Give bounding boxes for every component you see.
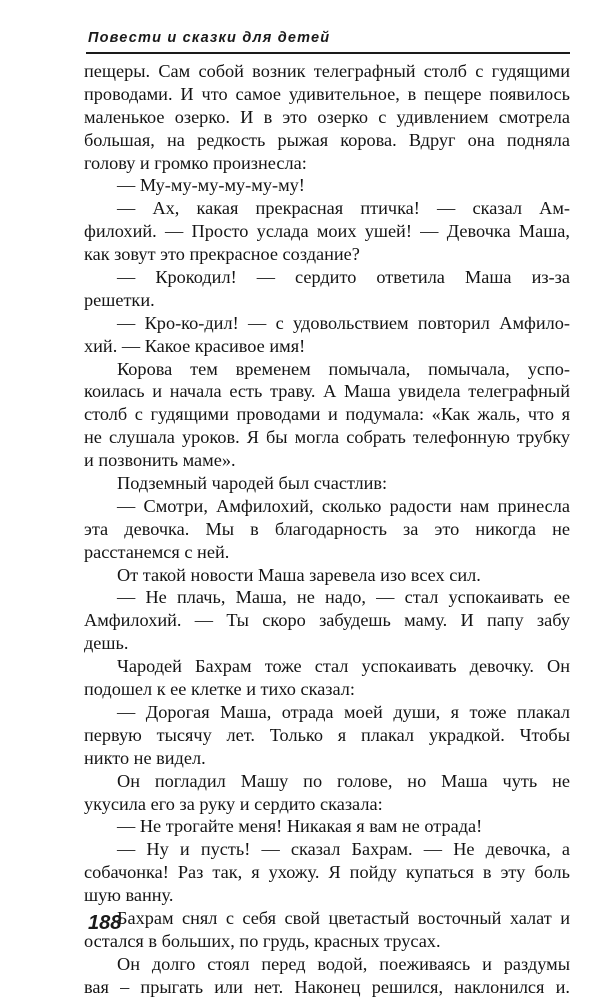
text-line: маленькое озерко. И в это озерко с удивлением смотрела xyxy=(84,106,570,127)
text-line: Бахрам снял с себя свой цветастый восточный халат и xyxy=(117,907,570,928)
text-line: собачонка! Раз так, я ухожу. Я пойду купаться в эту боль xyxy=(84,862,570,883)
text-line: — Ну и пусть! — сказал Бахрам. — Не девочка, а xyxy=(117,839,570,860)
text-line: Он погладил Машу по голове, но Маша чуть не xyxy=(117,770,570,791)
text-line: вая – прыгать или нет. Наконец решился, наклонился и. xyxy=(84,976,570,997)
text-line: Подземный чародей был счастлив: xyxy=(117,473,388,494)
text-line: большая, на редкость рыжая корова. Вдруг она подняла xyxy=(84,129,570,150)
text-line: Он долго стоял перед водой, поеживаясь и раздумы xyxy=(117,953,570,974)
text-line: столб с гудящими проводами и подумала: «Как жаль, что я xyxy=(84,404,570,425)
text-line: От такой новости Маша заревела изо всех сил. xyxy=(117,564,481,585)
text-line: укусила его за руку и сердито сказала: xyxy=(84,793,383,814)
text-line: — Не плачь, Маша, не надо, — стал успокаивать ее xyxy=(117,587,570,608)
text-line: подошел к ее клетке и тихо сказал: xyxy=(84,679,356,700)
text-line: голову и громко произнесла: xyxy=(84,152,307,173)
page-number: 188 xyxy=(88,912,122,934)
running-head: Повести и сказки для детей xyxy=(88,30,331,46)
text-line: как зовут это прекрасное создание? xyxy=(84,244,360,265)
text-line: Корова тем временем помычала, помычала, успо- xyxy=(117,358,570,379)
body-text xyxy=(84,60,570,999)
text-line: расстанемся с ней. xyxy=(84,541,230,562)
text-line: хий. — Какое красивое имя! xyxy=(84,335,306,356)
text-line: пещеры. Сам собой возник телеграфный столб с гудящими xyxy=(84,61,570,81)
text-line: — Му-му-му-му-му-му! xyxy=(117,175,305,196)
text-line: Амфилохий. — Ты скоро забудешь маму. И папу забу xyxy=(84,610,570,631)
text-line: эта девочка. Мы в благодарность за это никогда не xyxy=(84,518,570,539)
text-line: проводами. И что самое удивительное, в пещере появилось xyxy=(84,83,570,104)
text-line: — Дорогая Маша, отрада моей души, я тоже плакал xyxy=(117,701,570,722)
header-rule xyxy=(86,52,570,54)
text-line: никто не видел. xyxy=(84,747,206,768)
text-line: Чародей Бахрам тоже стал успокаивать девочку. Он xyxy=(117,656,570,677)
text-line: — Ах, какая прекрасная птичка! — сказал Ам- xyxy=(117,198,570,219)
text-line: — Крокодил! — сердито ответила Маша из-за xyxy=(117,267,570,288)
text-line: — Не трогайте меня! Никакая я вам не отрада! xyxy=(117,816,483,837)
text-line: не слушала уроков. Я бы могла собрать телефонную трубку xyxy=(84,427,570,448)
text-line: дешь. xyxy=(84,633,129,654)
text-line: первую тысячу лет. Только я плакал украдкой. Чтобы xyxy=(84,724,570,745)
text-line: — Кро-ко-дил! — с удовольствием повторил Амфило- xyxy=(117,312,570,333)
text-line: — Смотри, Амфилохий, сколько радости нам принесла xyxy=(117,495,570,516)
text-line: остался в больших, по грудь, красных трусах. xyxy=(84,930,441,951)
text-line: решетки. xyxy=(84,289,155,310)
text-line: и позвонить маме». xyxy=(84,450,236,471)
text-line: коилась и начала есть траву. А Маша увидела телеграфный xyxy=(84,381,570,402)
text-line: шую ванну. xyxy=(84,885,174,906)
text-line: филохий. — Просто услада моих ушей! — Девочка Маша, xyxy=(84,221,570,242)
